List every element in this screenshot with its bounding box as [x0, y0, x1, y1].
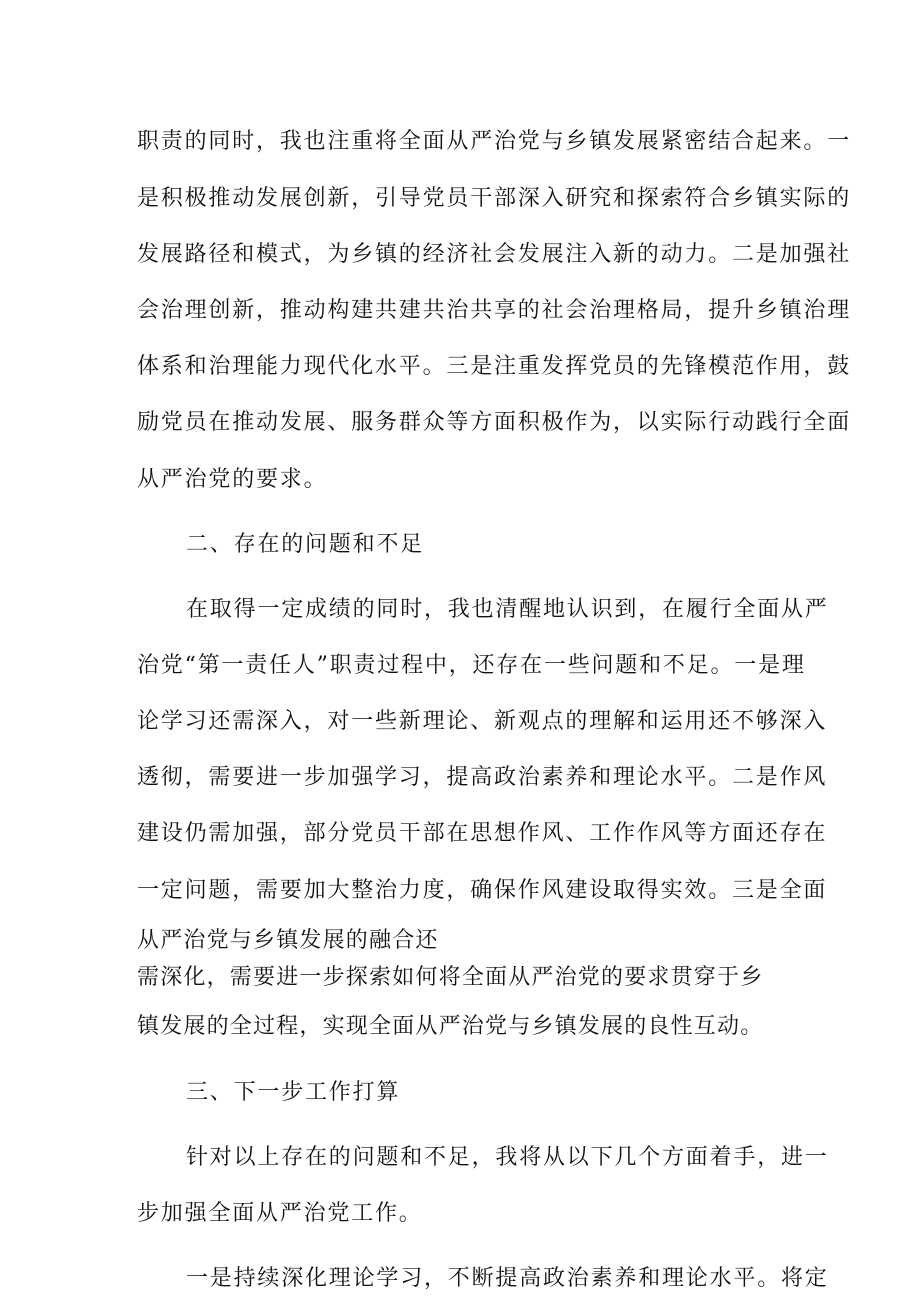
paragraph-line: 励党员在推动发展、服务群众等方面积极作为，以实际行动践行全面 [137, 410, 852, 435]
paragraph-line: 一定问题，需要加大整治力度，确保作风建设取得实效。三是全面 [137, 878, 828, 903]
section-heading: 三、下一步工作打算 [186, 1080, 401, 1105]
paragraph-line: 论学习还需深入，对一些新理论、新观点的理解和运用还不够深入 [137, 709, 828, 734]
section-heading: 二、存在的问题和不足 [186, 532, 425, 557]
paragraph-line: 从严治党的要求。 [137, 467, 328, 492]
paragraph-line: 透彻，需要进一步加强学习，提高政治素养和理论水平。二是作风 [137, 765, 828, 790]
paragraph-line: 需深化，需要进一步探索如何将全面从严治党的要求贯穿于乡 [137, 965, 764, 990]
paragraph-line: 是积极推动发展创新，引导党员干部深入研究和探索符合乡镇实际的 [137, 186, 852, 211]
paragraph-line: 步加强全面从严治党工作。 [137, 1201, 423, 1226]
paragraph-line: 在取得一定成绩的同时，我也清醒地认识到，在履行全面从严 [186, 597, 829, 622]
paragraph-line: 从严治党与乡镇发展的融合还 [137, 928, 439, 953]
paragraph-line: 职责的同时，我也注重将全面从严治党与乡镇发展紧密结合起来。一 [137, 129, 852, 154]
paragraph-line: 一是持续深化理论学习，不断提高政治素养和理论水平。将定 [186, 1266, 829, 1291]
paragraph-line: 针对以上存在的问题和不足，我将从以下几个方面着手，进一 [186, 1145, 829, 1170]
paragraph-line: 治党“第一责任人”职责过程中，还存在一些问题和不足。一是理 [137, 653, 806, 678]
paragraph-line: 建设仍需加强，部分党员干部在思想作风、工作作风等方面还存在 [137, 821, 828, 846]
paragraph-line: 体系和治理能力现代化水平。三是注重发挥党员的先锋模范作用，鼓 [137, 354, 852, 379]
paragraph-line: 镇发展的全过程，实现全面从严治党与乡镇发展的良性互动。 [137, 1014, 764, 1039]
paragraph-line: 会治理创新，推动构建共建共治共享的社会治理格局，提升乡镇治理 [137, 298, 852, 323]
paragraph-line: 发展路径和模式，为乡镇的经济社会发展注入新的动力。二是加强社 [137, 242, 852, 267]
